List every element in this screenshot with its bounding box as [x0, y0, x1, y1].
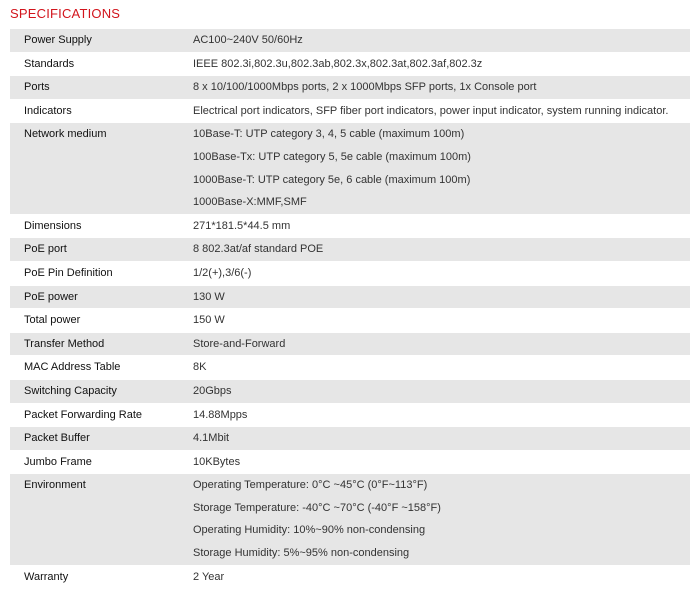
spec-value: 14.88Mpps [193, 408, 248, 421]
spec-label: Total power [10, 309, 181, 333]
spec-label: Dimensions [10, 214, 181, 238]
spec-value-cell [181, 99, 690, 123]
spec-value-cell [181, 379, 690, 403]
spec-value: 10Base-T: UTP category 3, 4, 5 cable (maximum 100m) [193, 128, 465, 141]
spec-label: PoE port [10, 238, 181, 262]
spec-row [10, 565, 690, 589]
spec-value-cell [181, 332, 690, 356]
spec-value-cell [181, 52, 690, 76]
spec-value: 4.1Mbit [193, 432, 230, 445]
spec-row [10, 356, 690, 380]
spec-value-cell [181, 214, 690, 238]
spec-value: 8 802.3at/af standard POE [193, 243, 324, 256]
spec-value: Storage Humidity: 5%~95% non-condensing [193, 547, 410, 560]
spec-value-cell [181, 356, 690, 380]
spec-value: 1/2(+),3/6(-) [193, 266, 252, 279]
spec-label: Power Supply [10, 29, 181, 52]
spec-row [10, 52, 690, 76]
spec-label: Packet Forwarding Rate [10, 403, 181, 427]
spec-value: 10KBytes [193, 455, 241, 468]
spec-label: Indicators [10, 99, 181, 123]
spec-value: 1000Base-T: UTP category 5e, 6 cable (maximum 100m) [193, 173, 471, 186]
spec-label: Network medium [10, 123, 181, 214]
spec-value-cell [181, 261, 690, 285]
spec-row [10, 214, 690, 238]
spec-value-cell [181, 309, 690, 333]
spec-value: 150 W [193, 314, 225, 327]
spec-row [10, 261, 690, 285]
spec-label: Standards [10, 52, 181, 76]
spec-row [10, 403, 690, 427]
spec-value: IEEE 802.3i,802.3u,802.3ab,802.3x,802.3at,802.3af,802.3z [193, 57, 483, 70]
spec-row [10, 474, 690, 565]
spec-value-cell [181, 427, 690, 451]
spec-row [10, 309, 690, 333]
spec-label: Warranty [10, 565, 181, 589]
spec-label: Jumbo Frame [10, 450, 181, 474]
spec-value-cell [181, 285, 690, 309]
spec-value-cell [181, 403, 690, 427]
spec-row [10, 379, 690, 403]
spec-value-cell [181, 450, 690, 474]
spec-value: Operating Temperature: 0°C ~45°C (0°F~113°F) [193, 479, 428, 492]
spec-value: Storage Temperature: -40°C ~70°C (-40°F ~158°F) [193, 501, 441, 514]
spec-value: 2 Year [193, 570, 225, 583]
spec-row [10, 99, 690, 123]
spec-row [10, 427, 690, 451]
spec-value: AC100~240V 50/60Hz [193, 34, 303, 46]
spec-value-cell [181, 238, 690, 262]
spec-value: 20Gbps [193, 384, 232, 397]
spec-label: MAC Address Table [10, 356, 181, 380]
specifications-table-body [10, 29, 690, 589]
spec-value: 8 x 10/100/1000Mbps ports, 2 x 1000Mbps SFP ports, 1x Console port [193, 81, 537, 94]
spec-label: Switching Capacity [10, 379, 181, 403]
spec-row [10, 285, 690, 309]
spec-label: Environment [10, 474, 181, 565]
spec-value-cell [181, 76, 690, 100]
spec-value-cell [181, 123, 690, 214]
spec-value-cell [181, 474, 690, 565]
specifications-table [10, 29, 690, 589]
spec-label: PoE power [10, 285, 181, 309]
spec-label: Packet Buffer [10, 427, 181, 451]
spec-label: PoE Pin Definition [10, 261, 181, 285]
spec-value: 100Base-Tx: UTP category 5, 5e cable (maximum 100m) [193, 150, 471, 163]
spec-value: Operating Humidity: 10%~90% non-condensing [193, 524, 426, 537]
spec-value: Electrical port indicators, SFP fiber port indicators, power input indicator, system running indicator. [193, 104, 669, 117]
spec-row [10, 450, 690, 474]
specifications-heading: SPECIFICATIONS [10, 6, 121, 21]
spec-value-cell [181, 565, 690, 589]
spec-value: 130 W [193, 290, 225, 303]
spec-value: 271*181.5*44.5 mm [193, 219, 291, 232]
spec-label: Transfer Method [10, 332, 181, 356]
spec-value: Store-and-Forward [193, 337, 286, 350]
spec-row [10, 238, 690, 262]
spec-label: Ports [10, 76, 181, 100]
spec-row [10, 29, 690, 52]
spec-row [10, 76, 690, 100]
spec-row [10, 123, 690, 214]
spec-value: 8K [193, 361, 207, 374]
spec-row [10, 332, 690, 356]
spec-value-cell [181, 29, 690, 52]
spec-value: 1000Base-X:MMF,SMF [193, 196, 307, 209]
